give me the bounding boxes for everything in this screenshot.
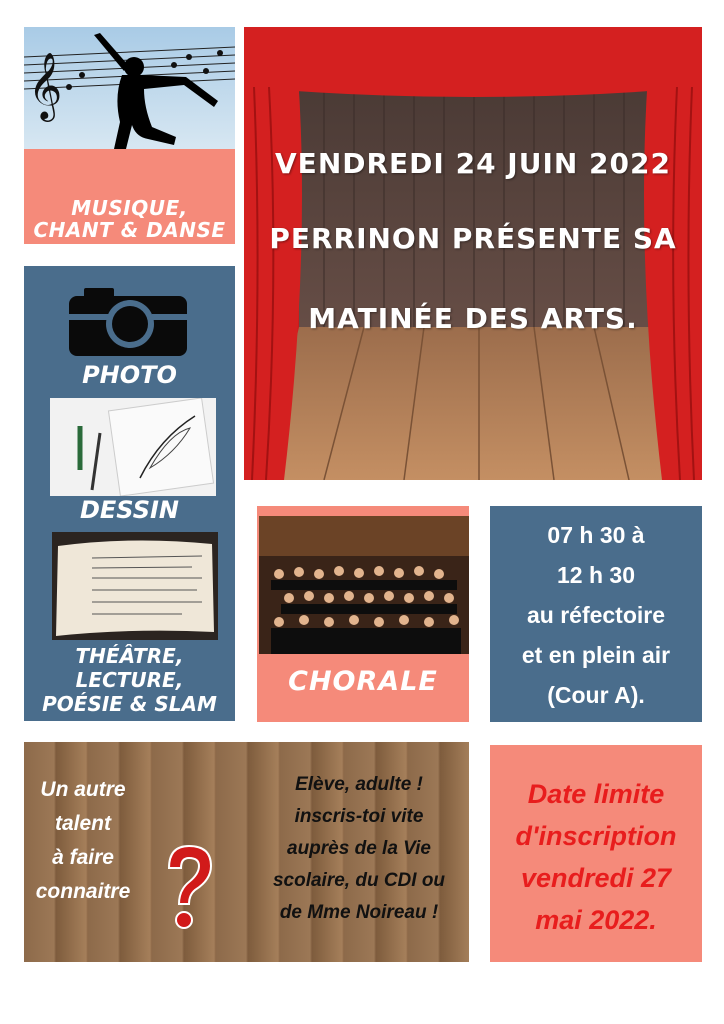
stage-line-1: VENDREDI 24 JUIN 2022 <box>275 147 671 180</box>
chorale-panel <box>257 506 469 722</box>
deadline-line-1: Date limite <box>527 779 665 809</box>
time-line-4: et en plein air <box>521 642 671 668</box>
book-image <box>52 532 218 640</box>
theatre-label <box>24 644 235 716</box>
music-image <box>24 27 235 149</box>
sketchbook-icon <box>50 398 216 496</box>
music-label-line2: CHANT & DANSE <box>33 218 226 242</box>
deadline-line-3: vendredi 27 <box>520 863 672 893</box>
talent-panel <box>24 742 469 962</box>
chorale-label: CHORALE <box>288 666 438 697</box>
music-label <box>24 197 235 241</box>
deadline-line-2: d'inscription <box>515 821 677 851</box>
time-line-5: (Cour A). <box>547 682 645 708</box>
inscris-line-3: auprès de la Vie <box>287 838 431 859</box>
camera-icon <box>24 266 235 366</box>
talent-line-1: Un autre <box>40 778 126 801</box>
stage-line-3: MATINÉE DES ARTS. <box>308 302 638 335</box>
dancer-silhouette-icon <box>24 27 235 149</box>
talent-line-4: connaitre <box>35 880 131 903</box>
dessin-label: DESSIN <box>79 496 180 524</box>
talent-line-2: talent <box>54 812 111 835</box>
drawing-image <box>50 398 216 496</box>
photo-label: PHOTO <box>82 361 177 389</box>
open-book-icon <box>52 532 218 640</box>
svg-text:𝄞: 𝄞 <box>28 51 63 119</box>
inscris-line-4: scolaire, du CDI ou <box>272 870 446 891</box>
theatre-line1: THÉÂTRE, <box>75 644 184 668</box>
choir-image <box>259 516 469 654</box>
time-location-panel <box>490 506 702 722</box>
theatre-line2: LECTURE, <box>75 668 184 692</box>
deadline-line-4: mai 2022. <box>535 905 657 935</box>
time-line-3: au réfectoire <box>526 602 666 628</box>
time-line-2: 12 h 30 <box>557 562 635 588</box>
question-mark-icon <box>159 840 219 940</box>
inscris-line-1: Elève, adulte ! <box>295 774 423 795</box>
stage-line-2: PERRINON PRÉSENTE SA <box>269 222 677 255</box>
stage-panel <box>244 27 702 480</box>
music-panel <box>24 27 235 244</box>
talent-line-3: à faire <box>52 846 114 869</box>
deadline-panel <box>490 745 702 962</box>
inscris-line-5: de Mme Noireau ! <box>279 902 439 923</box>
arts-list-panel <box>24 266 235 721</box>
music-label-line1: MUSIQUE, <box>71 196 188 220</box>
theatre-line3: POÉSIE & SLAM <box>42 692 217 716</box>
time-line-1: 07 h 30 à <box>547 522 645 548</box>
inscris-line-2: inscris-toi vite <box>294 806 424 827</box>
